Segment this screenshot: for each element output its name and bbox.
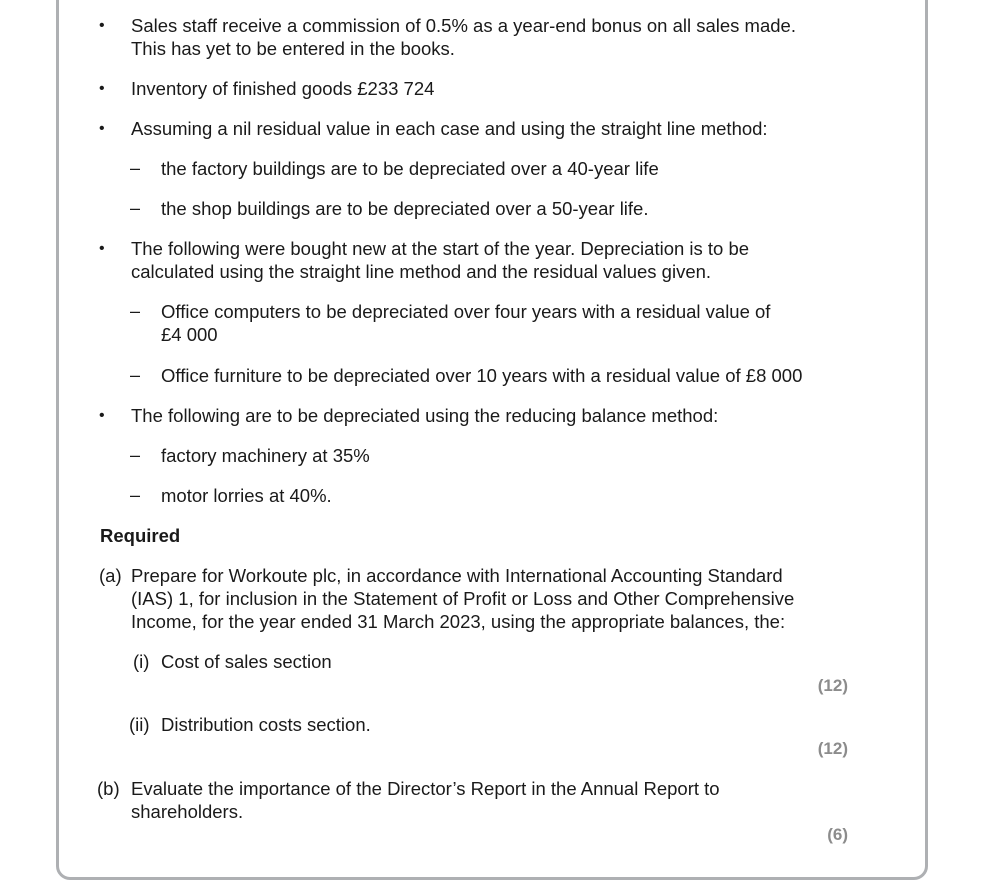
bullet-5-sub-1: factory machinery at 35%	[161, 445, 370, 466]
bullet-marker: •	[99, 120, 105, 137]
part-a-line-1: Prepare for Workoute plc, in accordance with International Accounting Standard	[131, 565, 783, 586]
bullet-3-line-1: Assuming a nil residual value in each case and using the straight line method:	[131, 118, 768, 139]
bullet-3-sub-1: the factory buildings are to be depreciated over a 40-year life	[161, 158, 659, 179]
bullet-marker: •	[99, 80, 105, 97]
bullet-3-sub-2: the shop buildings are to be depreciated over a 50-year life.	[161, 198, 649, 219]
bullet-5-sub-2: motor lorries at 40%.	[161, 485, 332, 506]
marks-b: (6)	[827, 825, 848, 844]
bullet-1-line-1: Sales staff receive a commission of 0.5% as a year-end bonus on all sales made.	[131, 15, 796, 36]
bullet-4-sub-1-line-2: £4 000	[161, 324, 218, 345]
bullet-4-sub-1-line-1: Office computers to be depreciated over four years with a residual value of	[161, 301, 771, 322]
bullet-5-line-1: The following are to be depreciated using the reducing balance method:	[131, 405, 719, 426]
part-b-line-2: shareholders.	[131, 801, 244, 822]
required-heading: Required	[100, 525, 181, 546]
part-a-ii-text: Distribution costs section.	[161, 714, 371, 735]
dash-marker: –	[130, 365, 141, 385]
dash-marker: –	[130, 198, 141, 218]
part-a-i-label: (i)	[133, 651, 150, 672]
bullet-2-line-1: Inventory of finished goods £233 724	[131, 78, 435, 99]
marks-a-ii: (12)	[817, 739, 848, 758]
bullet-marker: •	[99, 240, 105, 257]
bullet-4-sub-2: Office furniture to be depreciated over 10 years with a residual value of £8 000	[161, 365, 803, 386]
part-b-line-1: Evaluate the importance of the Director’s Report in the Annual Report to	[131, 778, 720, 799]
bullet-4-line-2: calculated using the straight line method and the residual values given.	[131, 261, 712, 282]
part-a-label: (a)	[99, 565, 122, 586]
part-a-line-2: (IAS) 1, for inclusion in the Statement of Profit or Loss and Other Comprehensive	[131, 588, 795, 609]
bullet-marker: •	[99, 407, 105, 424]
marks-a-i: (12)	[817, 676, 848, 695]
dash-marker: –	[130, 301, 141, 321]
bullet-marker: •	[99, 17, 105, 34]
dash-marker: –	[130, 485, 141, 505]
part-a-ii-label: (ii)	[129, 714, 150, 735]
bullet-1-line-2: This has yet to be entered in the books.	[131, 38, 455, 59]
dash-marker: –	[130, 445, 141, 465]
bullet-4-line-1: The following were bought new at the start of the year. Depreciation is to be	[131, 238, 750, 259]
part-b-label: (b)	[97, 778, 120, 799]
part-a-line-3: Income, for the year ended 31 March 2023, using the appropriate balances, the:	[131, 611, 786, 632]
dash-marker: –	[130, 158, 141, 178]
part-a-i-text: Cost of sales section	[161, 651, 332, 672]
